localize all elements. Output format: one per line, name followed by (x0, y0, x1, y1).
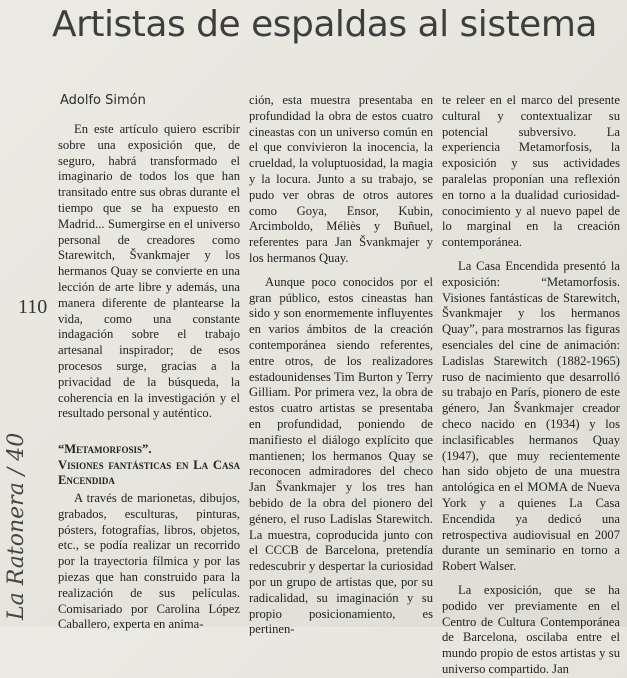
subheading-line-1: “Metamorfosis”. (58, 442, 152, 457)
section-subheading (58, 442, 240, 489)
text-column-1 (58, 122, 240, 633)
paragraph: A través de marionetas, dibujos, grabados, esculturas, pinturas, pósters, fotografías, libros, objetos, etc., se podía realizar un recorrido por la trayectoria fílmica y por las piezas que han construido para la realización de sus películas. Comisariado por Carolina López Caballero, experta en anima- (58, 490, 240, 632)
paragraph: Aunque poco conocidos por el gran público, estos cineastas han sido y son enormemente influyentes en varios ámbitos de la creación contemporánea siendo referentes, entre otros, de los realizadores estadounidenses Tim Burton y Terry Gilliam. Por primera vez, la obra de estos cuatro artistas se presentaba en profundidad, poniendo de manifiesto el diálogo explícito que mantienen; los hermanos Quay se reconocen admiradores del checo Jan Švankmajer y los tres han bebido de la obra del pionero del género, el ruso Ladislas Starewitch. La muestra, coproducida junto con el CCCB de Barcelona, pretendía redescubrir y despertar la curiosidad por un grupo de artistas que, por su radicalidad, su imaginación y su propio posicionamiento, es pertinen- (249, 274, 433, 637)
paragraph: te releer en el marco del presente cultural y contextualizar su potencial subversivo. La experiencia Metamorfosis, la exposición y sus actividades paralelas proponían una reflexión en torno a la dualidad curiosidad-conocimiento y al nuevo papel de lo marginal en la creación contemporánea. (442, 93, 620, 250)
paragraph: En este artículo quiero escribir sobre una exposición que, de seguro, habrá transformado el imaginario de todos los que han transitado entre sus obras durante el tiempo que se ha expuesto en Madrid... Sumergirse en el universo personal de creadores como Starewitch, Švankmajer y los hermanos Quay se convierte en una lección de arte libre y además, una manera diferente de plantearse la vida, como una constante indagación sobre el trabajo artesanal inspirador; de esos procesos surge, gracias a la privacidad de la búsqueda, la coherencia en la investigación y el resultado personal y auténtico. (58, 122, 240, 421)
text-column-3 (442, 93, 620, 678)
paragraph: La Casa Encendida presentó la exposición: “Metamorfosis. Visiones fantásticas de Starewitch, Švankmajer y los hermanos Quay”, para mostrarnos las figuras esenciales del cine de animación: Ladislas Starewitch (1882-1965) ruso de nacimiento que desarrolló su trabajo en París, pionero de este género, Jan Švankmajer creador checo nacido en (1934) y los inclasificables hermanos Quay (1947), que muy recientemente han sido objeto de una muestra antológica en el MOMA de Nueva York y a quienes La Casa Encendida ya dedicó una retrospectiva audiovisual en 2007 durante un seminario en torno a Robert Walser. (442, 258, 620, 574)
page-title: Artistas de espaldas al sistema (52, 4, 597, 45)
paragraph: ción, esta muestra presentaba en profundidad la obra de estos cuatro cineastas con un universo común en el que convivieron la inocencia, la crueldad, la voluptuosidad, la magia y la locura. Junto a su trabajo, se pudo ver obras de otros autores como Goya, Ensor, Kubin, Arcimboldo, Méliès y Buñuel, referentes para Jan Švankmajer y los hermanos Quay. (249, 93, 433, 265)
paragraph: La exposición, que se ha podido ver previamente en el Centro de Cultura Contemporánea de Barcelona, oscilaba entre el mundo propio de estos artistas y su universo compartido. Jan (442, 582, 620, 676)
subheading-line-2: Visiones fantásticas en La Casa Encendida (58, 457, 240, 488)
page-number: 110 (18, 296, 48, 318)
running-title: La Ratonera / 40 (4, 432, 29, 620)
author-name: Adolfo Simón (60, 93, 146, 108)
text-column-2 (249, 93, 433, 638)
